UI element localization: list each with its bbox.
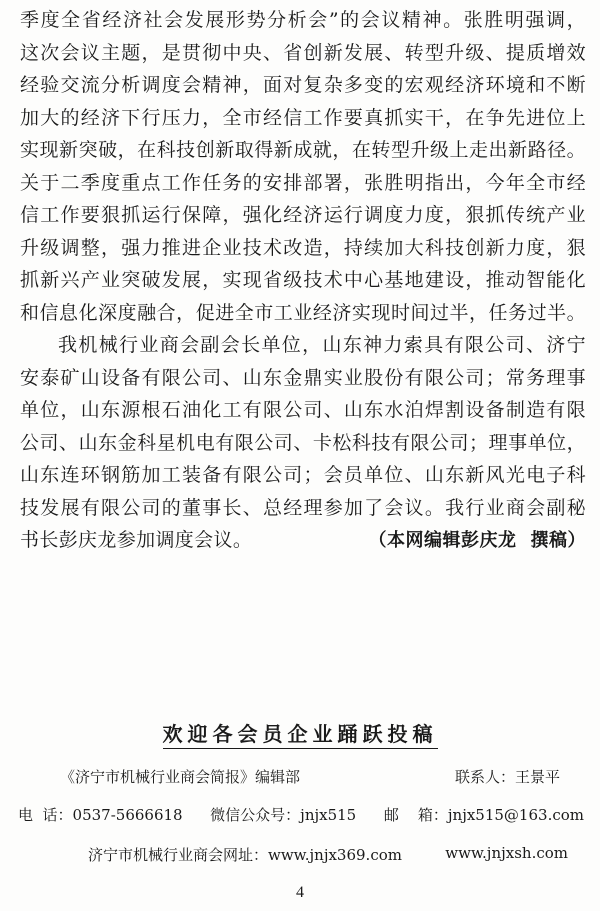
website-primary: 济宁市机械行业商会网址：www.jnjx369.com xyxy=(88,846,402,864)
text-line: 单位，山东源根石油化工有限公司、山东水泊焊割设备制造有限 xyxy=(20,399,586,421)
footer-title: 欢迎各会员企业踊跃投稿 xyxy=(0,718,600,747)
website-secondary: www.jnjxsh.com xyxy=(445,844,568,862)
page-number: 4 xyxy=(296,884,304,901)
submission-footer xyxy=(0,718,600,864)
byline-suffix: 撰稿） xyxy=(530,530,586,551)
email-address: 邮 箱：jnjx515@163.com xyxy=(383,806,584,824)
text-line: 公司、山东金科星机电有限公司、卡松科技有限公司；理事单位， xyxy=(20,431,586,454)
wechat-account: 微信公众号：jnjx515 xyxy=(210,806,357,824)
text-line: 信工作要狠抓运行保障，强化经济运行调度力度，狠抓传统产业 xyxy=(20,204,586,226)
text-line: 加大的经济下行压力，全市经信工作要真抓实干，在争先进位上 xyxy=(20,106,586,129)
text-line: 和信息化深度融合，促进全市工业经济实现时间过半，任务过半。 xyxy=(20,301,586,324)
text-line: 季度全省经济社会发展形势分析会”的会议精神。张胜明强调， xyxy=(20,9,586,31)
footer-row-websites xyxy=(88,844,568,865)
paragraph-1 xyxy=(20,4,586,329)
text-line: 这次会议主题，是贯彻中央、省创新发展、转型升级、提质增效 xyxy=(20,41,586,64)
closing-line xyxy=(20,524,586,558)
byline-editor: （本网编辑彭庆龙 xyxy=(368,530,517,551)
text-line: 抓新兴产业突破发展，实现省级技术中心基地建设，推动智能化 xyxy=(20,269,586,291)
text-line: 升级调整，强力推进企业技术改造，持续加大科技创新力度，狠 xyxy=(20,236,586,259)
text-line: 书长彭庆龙参加调度会议。 xyxy=(20,529,253,551)
byline xyxy=(369,525,587,558)
footer-row-contacts xyxy=(18,804,584,825)
article-body xyxy=(20,4,586,558)
text-line: 我机械行业商会副会长单位，山东神力索具有限公司、济宁 xyxy=(58,334,586,356)
footer-row-editorial xyxy=(60,766,560,787)
text-line: 技发展有限公司的董事长、总经理参加了会议。我行业商会副秘 xyxy=(20,496,586,519)
paragraph-2 xyxy=(20,329,586,558)
text-line: 安泰矿山设备有限公司、山东金鼎实业股份有限公司；常务理事 xyxy=(20,366,586,389)
contact-person: 联系人：王景平 xyxy=(454,768,560,786)
text-line: 经验交流分析调度会精神，面对复杂多变的宏观经济环境和不断 xyxy=(20,74,586,96)
text-line: 实现新突破，在科技创新取得新成就，在转型升级上走出新路径。 xyxy=(20,139,586,161)
editorial-department: 《济宁市机械行业商会简报》编辑部 xyxy=(60,768,301,786)
phone-number: 电 话：0537-5666618 xyxy=(18,806,183,824)
text-line: 山东连环钢筋加工装备有限公司；会员单位、山东新风光电子科 xyxy=(20,464,586,486)
text-line: 关于二季度重点工作任务的安排部署，张胜明指出，今年全市经 xyxy=(20,171,586,194)
